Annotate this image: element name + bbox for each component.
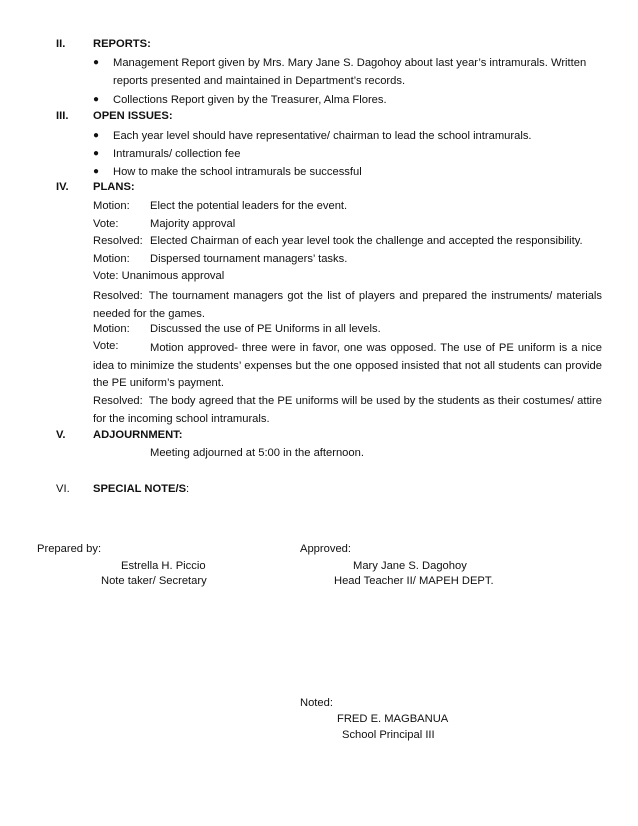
list-item: How to make the school intramurals be successful	[113, 166, 362, 178]
row-label: Vote:	[93, 340, 119, 352]
paragraph	[93, 393, 602, 428]
section-title-plans: PLANS:	[93, 181, 135, 193]
section-title-reports: REPORTS:	[93, 38, 151, 50]
row-text: Motion approved- three were in favor, one was opposed. The use of PE uniform is a nice idea to minimize the students’ expenses but the one opposed insisted that not all students can provide the PE uniform’s payment.	[93, 342, 602, 390]
section-title-open-issues: OPEN ISSUES:	[93, 110, 173, 122]
noted-by-label: Noted:	[300, 697, 333, 709]
row-text: The tournament managers got the list of players and prepared the instruments/ materials needed for the games.	[93, 290, 602, 320]
row-label: Motion:	[93, 323, 130, 335]
section-title-adjournment: ADJOURNMENT:	[93, 429, 183, 441]
prepared-by-name: Estrella H. Piccio	[121, 560, 206, 572]
approved-by-name: Mary Jane S. Dagohoy	[353, 560, 467, 572]
approved-by-role: Head Teacher II/ MAPEH DEPT.	[334, 575, 494, 587]
list-item: Intramurals/ collection fee	[113, 148, 241, 160]
row-label: Resolved:	[93, 290, 143, 302]
section-number: II.	[56, 38, 66, 50]
row-text: Elected Chairman of each year level took the challenge and accepted the responsibility.	[150, 235, 583, 247]
prepared-by-role: Note taker/ Secretary	[101, 575, 207, 587]
section-number: IV.	[56, 181, 69, 193]
section-number: VI.	[56, 483, 70, 495]
row-text: Majority approval	[150, 218, 236, 230]
section-number: V.	[56, 429, 66, 441]
section-number: III.	[56, 110, 69, 122]
paragraph	[93, 288, 602, 323]
row-text: Vote: Unanimous approval	[93, 270, 225, 282]
row-label: Resolved:	[93, 395, 143, 407]
row-label: Resolved:	[93, 235, 143, 247]
row-label: Motion:	[93, 200, 130, 212]
approved-by-label: Approved:	[300, 543, 351, 555]
section-title-special-notes: SPECIAL NOTE/S:	[93, 483, 190, 495]
prepared-by-label: Prepared by:	[37, 543, 102, 555]
noted-by-role: School Principal III	[342, 729, 435, 741]
paragraph	[93, 340, 602, 393]
row-text: Dispersed tournament managers’ tasks.	[150, 253, 348, 265]
row-label: Vote:	[93, 218, 119, 230]
bullet-icon: ●	[93, 57, 100, 68]
bullet-icon: ●	[93, 148, 100, 159]
row-text: Elect the potential leaders for the event.	[150, 200, 348, 212]
bullet-icon: ●	[93, 130, 100, 141]
row-label: Motion:	[93, 253, 130, 265]
row-text: The body agreed that the PE uniforms will be used by the students as their costumes/ attire for the incoming school intramurals.	[93, 395, 602, 425]
list-item: Each year level should have representative/ chairman to lead the school intramurals.	[113, 130, 532, 142]
bullet-icon: ●	[93, 166, 100, 177]
list-item: Collections Report given by the Treasurer, Alma Flores.	[113, 94, 387, 106]
bullet-icon: ●	[93, 94, 100, 105]
noted-by-name: FRED E. MAGBANUA	[337, 713, 449, 725]
list-item: Management Report given by Mrs. Mary Jane S. Dagohoy about last year’s intramurals. Written reports presented and maintained in Department’s records.	[113, 57, 587, 87]
row-text: Meeting adjourned at 5:00 in the afternoon.	[150, 447, 364, 459]
row-text: Discussed the use of PE Uniforms in all levels.	[150, 323, 381, 335]
